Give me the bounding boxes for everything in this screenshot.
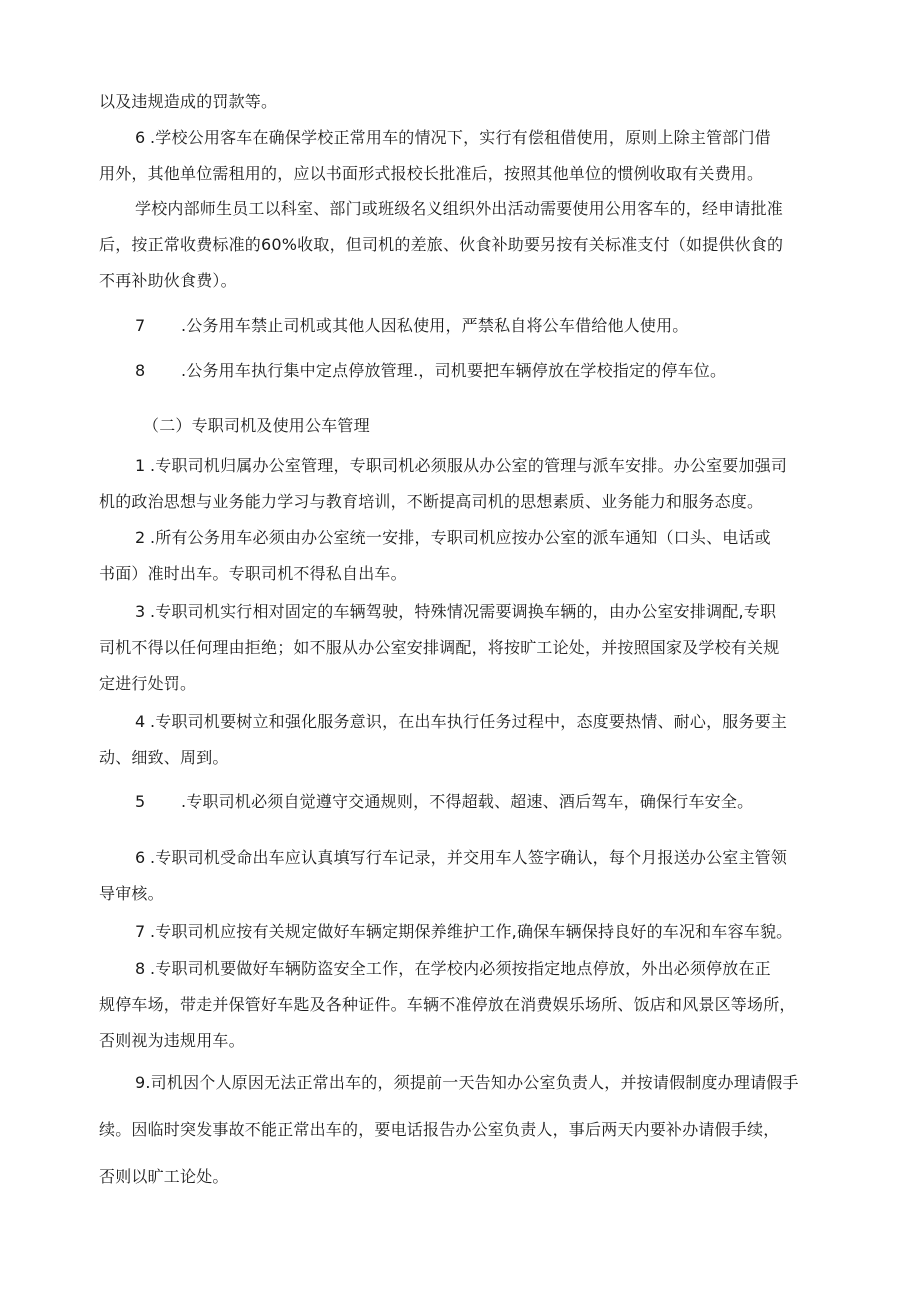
- text-line: [99, 91, 277, 113]
- list-item: [135, 711, 787, 733]
- list-item: [135, 958, 771, 980]
- text-line-content: 书面）准时出车。专职司机不得私自出车。: [99, 564, 407, 583]
- item-number: 6: [135, 848, 146, 867]
- list-item-text: .专职司机实行相对固定的车辆驾驶，特殊情况需要调换车辆的，由办公室安排调配,专职: [150, 602, 777, 621]
- list-item: [135, 921, 792, 943]
- text-line-content: 规停车场，带走并保管好车匙及各种证件。车辆不准停放在消费娱乐场所、饭店和风景区等场所，: [99, 995, 796, 1014]
- item-number: 5: [135, 792, 146, 811]
- text-line: [99, 673, 196, 695]
- text-line-content: 否则视为违规用车。: [99, 1031, 245, 1050]
- text-line-content: 动、细致、周到。: [99, 748, 229, 767]
- text-line-content: 学校内部师生员工以科室、部门或班级名义组织外出活动需要使用公用客车的，经申请批准: [135, 199, 784, 218]
- text-line-content: 续。因临时突发事故不能正常出车的，要电话报告办公室负责人，事后两天内要补办请假手续，: [99, 1120, 780, 1139]
- item-number: 8: [135, 959, 146, 978]
- list-item-text: .专职司机要树立和强化服务意识，在出车执行任务过程中，态度要热情、耐心，服务要主: [150, 712, 788, 731]
- text-line-content: 9.司机因个人原因无法正常出车的，须提前一天告知办公室负责人，并按请假制度办理请假手: [135, 1073, 799, 1092]
- text-line: [99, 1030, 245, 1052]
- text-line: [99, 270, 237, 292]
- item-number: 6: [135, 128, 146, 147]
- list-item-text: .专职司机应按有关规定做好车辆定期保养维护工作,确保车辆保持良好的车况和车容车貌。: [150, 922, 793, 941]
- list-item-text: .专职司机受命出车应认真填写行车记录，并交用车人签字确认，每个月报送办公室主管领: [150, 848, 788, 867]
- text-line: [99, 234, 783, 256]
- text-line: [99, 1166, 229, 1188]
- list-item-text: .所有公务用车必须由办公室统一安排，专职司机应按办公室的派车通知（口头、电话或: [150, 528, 771, 547]
- text-line: [99, 491, 763, 513]
- list-item-text: .公务用车禁止司机或其他人因私使用，严禁私自将公车借给他人使用。: [181, 316, 689, 335]
- text-line-content: 不再补助伙食费）。: [99, 271, 237, 290]
- item-number: 7: [135, 316, 146, 335]
- text-line: [99, 1119, 779, 1141]
- list-item-text: .专职司机要做好车辆防盗安全工作，在学校内必须按指定地点停放，外出必须停放在正: [150, 959, 771, 978]
- item-number: 1: [135, 456, 146, 475]
- list-item-text: .学校公用客车在确保学校正常用车的情况下，实行有偿租借使用，原则上除主管部门借: [150, 128, 771, 147]
- item-number: 7: [135, 922, 146, 941]
- item-number: 2: [135, 528, 146, 547]
- text-line: [99, 747, 229, 769]
- text-line: [135, 198, 783, 220]
- text-line-content: 否则以旷工论处。: [99, 1167, 229, 1186]
- item-number: 8: [135, 361, 146, 380]
- text-line-content: 导审核。: [99, 884, 164, 903]
- list-item-text: .公务用车执行集中定点停放管理.，司机要把车辆停放在学校指定的停车位。: [181, 361, 727, 380]
- item-number: 4: [135, 712, 146, 731]
- list-item-text: .专职司机必须自觉遵守交通规则，不得超载、超速、酒后驾车，确保行车安全。: [181, 792, 754, 811]
- list-item: [135, 360, 726, 382]
- text-line-content: 机的政治思想与业务能力学习与教育培训，不断提高司机的思想素质、业务能力和服务态度。: [99, 492, 764, 511]
- text-line: [99, 163, 763, 185]
- list-item: [135, 847, 787, 869]
- list-item: [135, 791, 753, 813]
- section-heading: [143, 415, 370, 437]
- text-line-content: 定进行处罚。: [99, 674, 197, 693]
- text-line: [99, 883, 164, 905]
- text-line: [99, 994, 796, 1016]
- section-heading-text: （二）专职司机及使用公车管理: [143, 416, 370, 435]
- list-item: [135, 601, 776, 623]
- list-item: [135, 455, 787, 477]
- list-item: [135, 315, 689, 337]
- list-item: [135, 127, 771, 149]
- list-item-text: .专职司机归属办公室管理，专职司机必须服从办公室的管理与派车安排。办公室要加强司: [150, 456, 788, 475]
- text-line-content: 后，按正常收费标准的60%收取，但司机的差旅、伙食补助要另按有关标准支付（如提供伙食的: [99, 235, 784, 254]
- text-line-content: 用外，其他单位需租用的，应以书面形式报校长批准后，按照其他单位的惯例收取有关费用。: [99, 164, 764, 183]
- text-line: [99, 563, 407, 585]
- text-line: [135, 1072, 799, 1094]
- text-line-content: 司机不得以任何理由拒绝；如不服从办公室安排调配，将按旷工论处，并按照国家及学校有关规: [99, 638, 780, 657]
- text-line: [99, 637, 779, 659]
- list-item: [135, 527, 771, 549]
- text-line-content: 以及违规造成的罚款等。: [99, 92, 278, 111]
- item-number: 3: [135, 602, 146, 621]
